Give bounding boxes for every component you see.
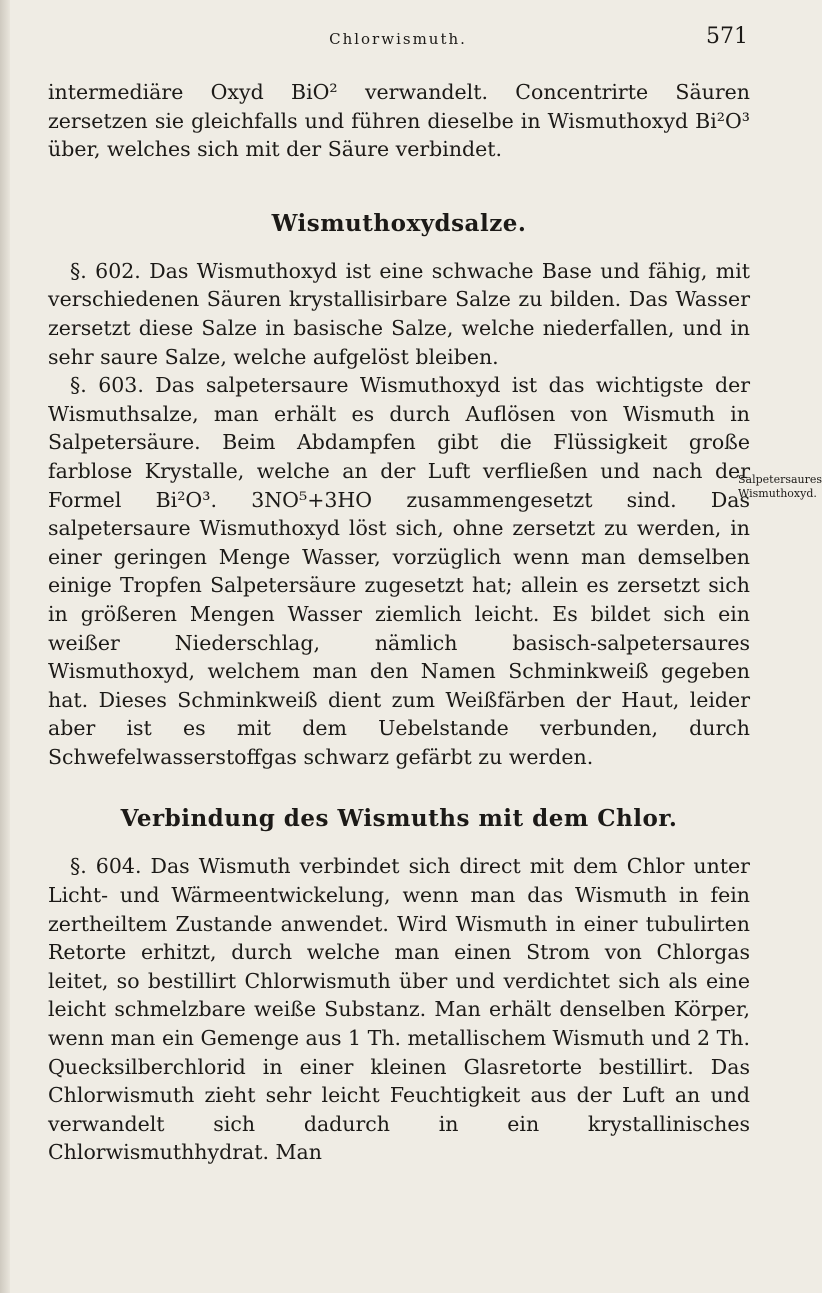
page-content — [48, 78, 822, 1167]
opening-paragraph: intermediäre Oxyd BiO² verwandelt. Concentrirte Säuren zersetzen sie gleichfalls und führen dieselbe in Wismuthoxyd Bi²O³ über, welches sich mit der Säure verbindet. — [48, 80, 750, 162]
paragraph-603: §. 603. Das salpetersaure Wismuthoxyd ist das wichtigste der Wismuthsalze, man erhält es durch Auflösen von Wismuth in Salpetersäure. Beim Abdampfen gibt die Flüssigkeit große farblose Krystalle, welche an der Luft verfließen und nach der Formel Bi²O³. 3NO⁵+3HO zusammengesetzt sind. Das salpetersaure Wismuthoxyd löst sich, ohne zersetzt zu werden, in einer geringen Menge Wasser, vorzüglich wenn man demselben einige Tropfen Salpetersäure zugesetzt hat; allein es zersetzt sich in größeren Mengen Wasser ziemlich leicht. Es bildet sich ein weißer Niederschlag, nämlich basisch-salpetersaures Wismuthoxyd, welchem man den Namen Schminkweiß gegeben hat. Dieses Schminkweiß dient zum Weißfärben der Haut, leider aber ist es mit dem Uebelstande verbunden, durch Schwefelwasserstoffgas schwarz gefärbt zu werden. — [48, 373, 750, 769]
section-heading-chlor: Verbindung des Wismuths mit dem Chlor. — [120, 805, 678, 833]
page-header — [48, 24, 748, 52]
page-number: 571 — [706, 24, 748, 49]
page-edge — [0, 0, 10, 1293]
running-head: Chlorwismuth. — [329, 30, 467, 48]
paragraph-602: §. 602. Das Wismuthoxyd ist eine schwache Base und fähig, mit verschiedenen Säuren krystallisirbare Salze zu bilden. Das Wasser zersetzt diese Salze in basische Salze, welche niederfallen, und in sehr saure Salze, welche aufgelöst bleiben. — [48, 258, 750, 369]
paragraph-603-block — [48, 371, 822, 771]
margin-note: Salpetersaures Wismuthoxyd. — [738, 473, 822, 501]
paragraph-604: §. 604. Das Wismuth verbindet sich direct mit dem Chlor unter Licht- und Wärmeentwickelung, wenn man das Wismuth in fein zertheiltem Zustande anwendet. Wird Wismuth in einer tubulirten Retorte erhitzt, durch welche man einen Strom von Chlorgas leitet, so bestillirt Chlorwismuth über und verdichtet sich als eine leicht schmelzbare weiße Substanz. Man erhält denselben Körper, wenn man ein Gemenge aus 1 Th. metallischem Wismuth und 2 Th. Quecksilberchlorid in einer kleinen Glasretorte bestillirt. Das Chlorwismuth zieht sehr leicht Feuchtigkeit aus der Luft an und verwandelt sich dadurch in ein krystallinisches Chlorwismuthhydrat. Man — [48, 854, 750, 1165]
section-heading-wismuthoxydsalze: Wismuthoxydsalze. — [271, 209, 527, 237]
